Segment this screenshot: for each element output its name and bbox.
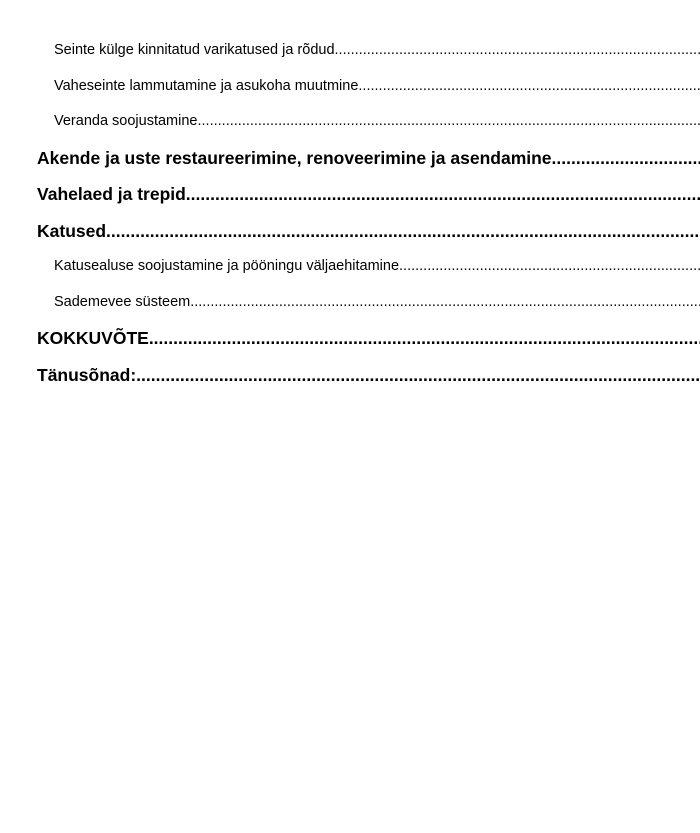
toc-entry-summary[interactable] — [0, 320, 700, 357]
dot-leader — [358, 69, 700, 105]
toc-entry-label: Veranda soojustamine — [54, 113, 198, 129]
toc-entry-partition-walls[interactable] — [0, 69, 700, 105]
dot-leader — [552, 140, 700, 177]
toc-entry-label: Akende ja uste restaureerimine, renoveerimine ja asendamine — [37, 147, 552, 168]
toc-entry-rainwater-system[interactable] — [0, 285, 700, 321]
toc-entry-label: Katusealuse soojustamine ja pööningu väljaehitamine — [54, 258, 400, 274]
dot-leader — [190, 285, 700, 321]
toc-entry-label: Seinte külge kinnitatud varikatused ja rõdud — [54, 42, 335, 58]
toc-entry-canopies-balconies[interactable] — [0, 33, 700, 69]
dot-leader — [136, 357, 700, 394]
dot-leader — [198, 104, 700, 140]
table-of-contents — [0, 33, 700, 393]
toc-entry-label: Katused. — [37, 220, 111, 241]
dot-leader — [191, 176, 700, 213]
toc-entry-label: Vahelaed ja trepid. — [37, 184, 191, 204]
toc-entry-acknowledgements[interactable] — [0, 357, 700, 394]
dot-leader — [399, 249, 700, 285]
toc-entry-veranda-insulation[interactable] — [0, 104, 700, 140]
dot-leader — [111, 213, 700, 250]
toc-entry-label: Tänusõnad: — [37, 364, 137, 385]
toc-entry-label: Vaheseinte lammutamine ja asukoha muutmine — [54, 77, 359, 94]
toc-entry-label: KOKKUVÕTE — [37, 328, 149, 348]
dot-leader — [149, 320, 700, 357]
toc-entry-attic-insulation[interactable] — [0, 249, 700, 285]
toc-entry-windows-doors[interactable] — [0, 140, 700, 177]
toc-entry-roofs[interactable] — [0, 213, 700, 250]
dot-leader — [335, 33, 700, 69]
toc-entry-label: Sademevee süsteem — [54, 293, 191, 310]
toc-entry-floors-stairs[interactable] — [0, 176, 700, 213]
